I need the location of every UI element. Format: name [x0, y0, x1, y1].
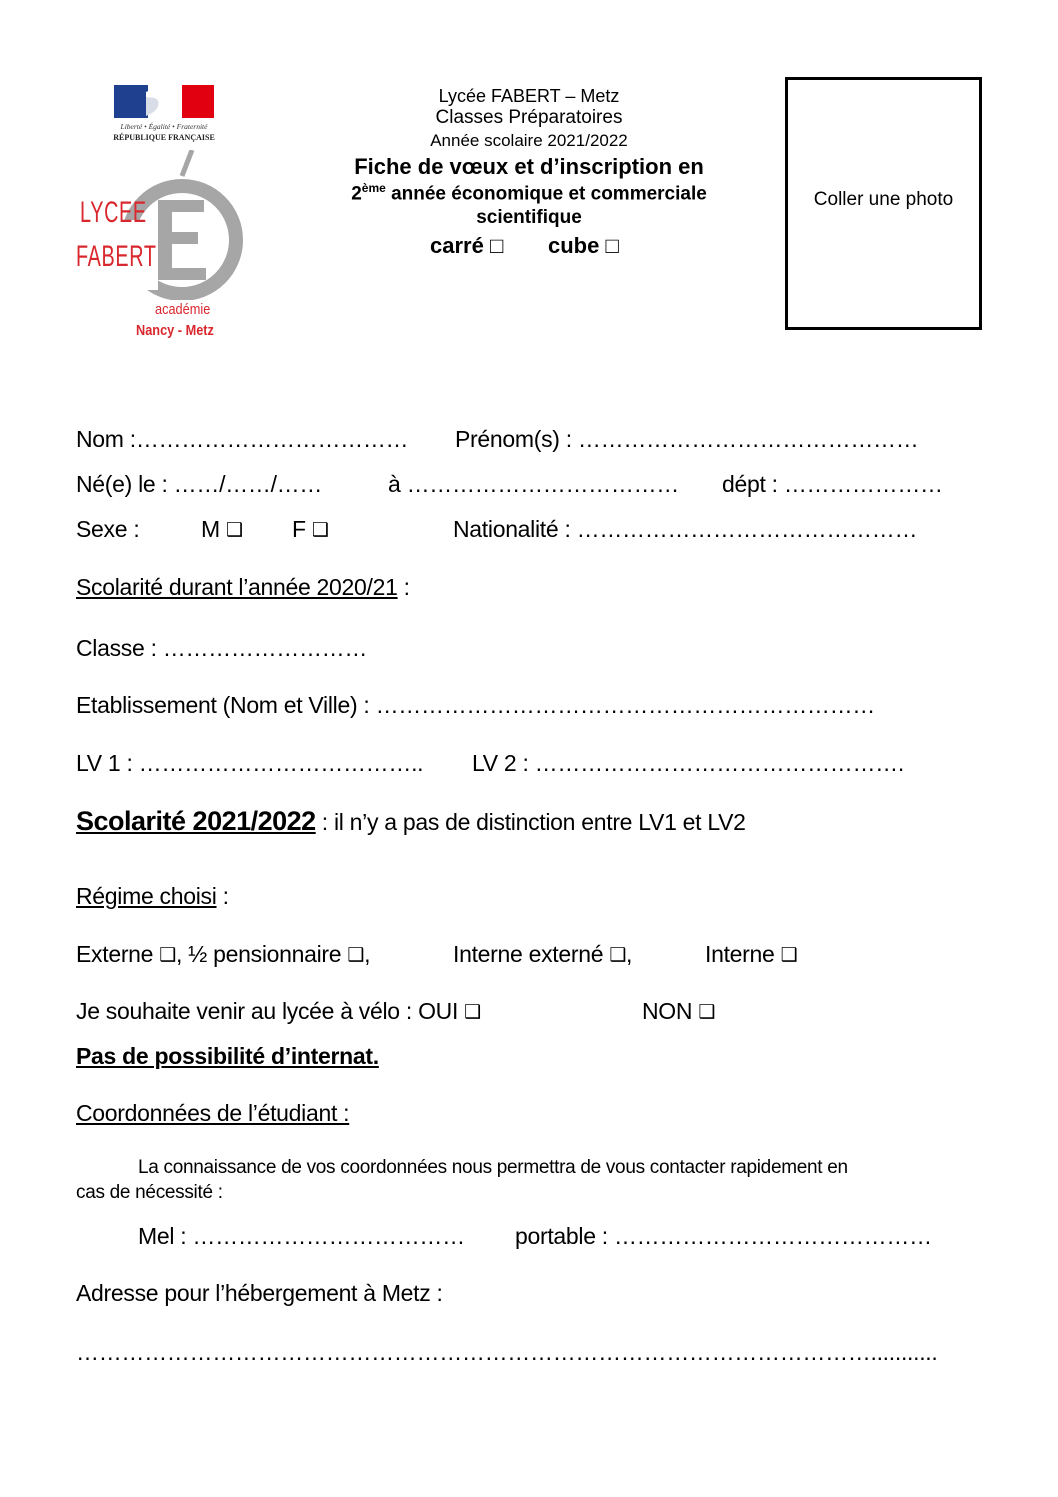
sexe-f-label: F	[292, 516, 306, 542]
regime-label: Régime choisi	[76, 883, 217, 909]
adresse-field[interactable]: ……………………………………………………………………………………………...........	[76, 1339, 938, 1365]
prenom-field[interactable]: Prénom(s) : ………………………………………	[455, 426, 919, 452]
scolarite-current-line	[76, 806, 746, 837]
coordonnees-heading: Coordonnées de l’étudiant :	[76, 1100, 350, 1126]
regime-options-row-1	[76, 941, 370, 968]
regime-colon: :	[216, 883, 229, 909]
etablissement-field[interactable]: Etablissement (Nom et Ville) : …………………………………………………………	[76, 692, 876, 718]
header-title: Fiche de vœux et d’inscription en	[354, 154, 704, 179]
lv2-field[interactable]: LV 2 : ………………………………………….	[472, 750, 904, 776]
republic-logo	[112, 84, 216, 146]
nationalite-field[interactable]: Nationalité : ………………………………………	[453, 516, 918, 542]
school-name-line2: FABERT	[76, 240, 157, 273]
velo-oui-label: Je souhaite venir au lycée à vélo : OUI	[76, 998, 459, 1024]
regime-options-row-3	[705, 941, 797, 968]
scolarite-prev-colon: :	[397, 574, 410, 600]
adresse-label: Adresse pour l’hébergement à Metz :	[76, 1280, 443, 1306]
school-name-line1: LYCEE	[80, 196, 147, 229]
republic-motto: Liberté • Égalité • Fraternité	[120, 122, 208, 131]
dept-field[interactable]: dépt : …………………	[722, 471, 943, 497]
sexe-m-label: M	[201, 516, 220, 542]
scolarite-prev-heading	[76, 574, 410, 601]
academy-line2: Nancy - Metz	[136, 322, 214, 339]
interne-externe-label: Interne externé	[453, 941, 604, 967]
classe-field[interactable]: Classe : ………………………	[76, 635, 368, 661]
scolarite-current-heading: Scolarité 2021/2022	[76, 806, 316, 836]
option-carre[interactable]: carré □	[430, 233, 504, 258]
subtitle-superscript: ème	[361, 181, 386, 195]
regime-comma-2: ,	[626, 941, 633, 967]
header-program: Classes Préparatoires	[435, 107, 623, 128]
republic-name: RÉPUBLIQUE FRANÇAISE	[113, 133, 215, 142]
externe-checkbox[interactable]: ❑	[159, 945, 176, 966]
photo-box-label: Coller une photo	[813, 189, 954, 210]
demi-pension-checkbox[interactable]: ❑	[347, 945, 365, 966]
regime-comma: ,	[364, 941, 371, 967]
mel-field[interactable]: Mel : ………………………………	[138, 1223, 465, 1249]
lv1-field[interactable]: LV 1 : ………………………………..	[76, 750, 424, 776]
sexe-label: Sexe :	[76, 516, 140, 542]
sexe-f-option[interactable]	[292, 516, 329, 543]
sexe-m-option[interactable]	[201, 516, 243, 543]
subtitle-number: 2	[351, 183, 362, 205]
velo-question	[76, 998, 481, 1025]
subtitle-rest: année économique et commerciale	[385, 183, 707, 205]
velo-non-label: NON	[642, 998, 693, 1024]
header-subtitle2: scientifique	[476, 207, 582, 228]
nom-field[interactable]: Nom :………………………………	[76, 426, 409, 452]
coordonnees-intro-1: La connaissance de vos coordonnées nous permettra de vous contacter rapidement en	[138, 1157, 848, 1178]
header-subtitle	[300, 181, 758, 205]
interne-label: Interne	[705, 941, 775, 967]
photo-box[interactable]	[785, 77, 982, 330]
birthplace-field[interactable]: à ………………………………	[388, 471, 679, 497]
marianne-flag-icon	[112, 84, 216, 120]
velo-non-checkbox[interactable]: ❑	[698, 1002, 716, 1023]
internat-note: Pas de possibilité d’internat.	[76, 1043, 379, 1069]
velo-non-option	[642, 998, 715, 1025]
interne-externe-checkbox[interactable]: ❑	[609, 945, 627, 966]
velo-oui-checkbox[interactable]: ❑	[464, 1002, 481, 1023]
regime-options-row-2	[453, 941, 632, 968]
header-school: Lycée FABERT – Metz	[438, 86, 620, 106]
demi-pension-label: , ½ pensionnaire	[176, 941, 342, 967]
externe-label: Externe	[76, 941, 154, 967]
scolarite-current-note: : il n’y a pas de distinction entre LV1 et LV2	[315, 809, 746, 835]
sexe-m-checkbox[interactable]: ❑	[225, 520, 243, 541]
header-year: Année scolaire 2021/2022	[430, 131, 628, 150]
academy-line1: académie	[155, 301, 211, 318]
interne-checkbox[interactable]: ❑	[780, 945, 798, 966]
portable-field[interactable]: portable : ……………………………………	[515, 1223, 932, 1249]
regime-heading	[76, 883, 229, 910]
coordonnees-intro-2: cas de nécessité :	[76, 1182, 223, 1203]
birthdate-field[interactable]: Né(e) le : ……/……/……	[76, 471, 323, 497]
sexe-f-checkbox[interactable]: ❑	[311, 520, 329, 541]
option-cube[interactable]: cube □	[548, 233, 619, 258]
scolarite-prev-label: Scolarité durant l’année 2020/21	[76, 574, 398, 600]
